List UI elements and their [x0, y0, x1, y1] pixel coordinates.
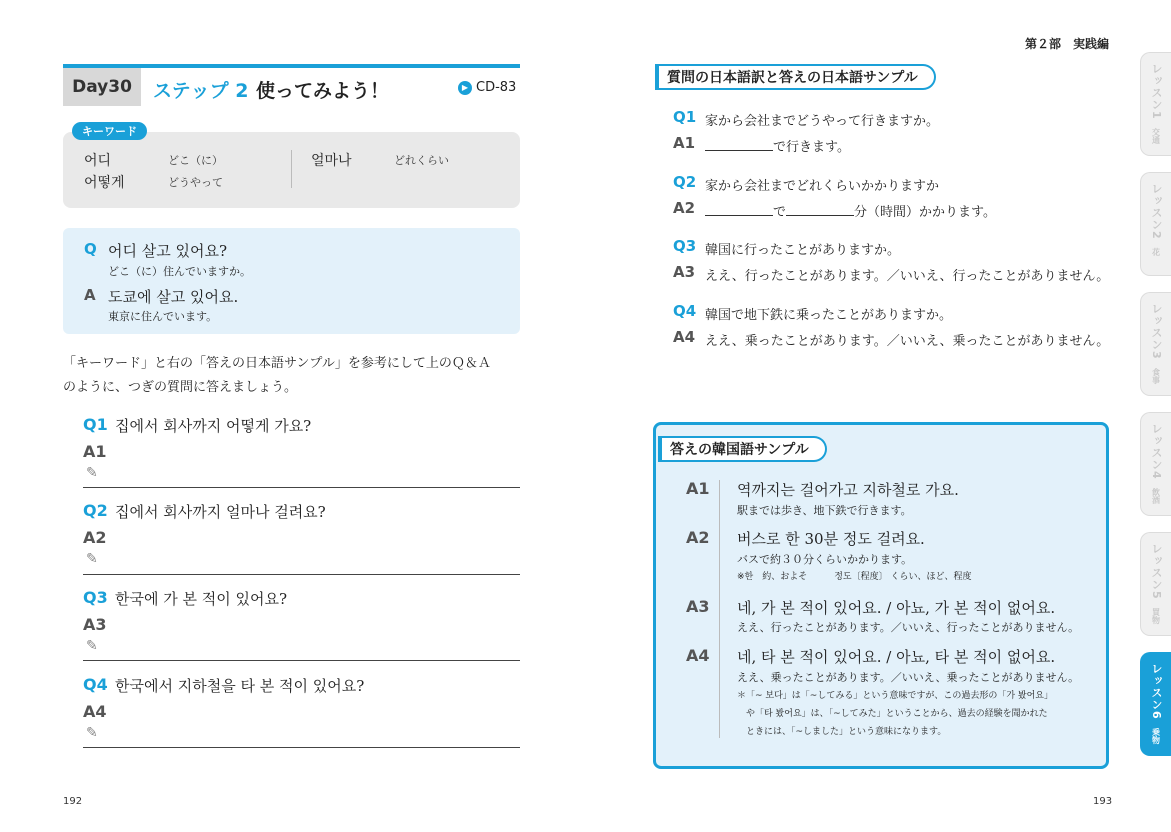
tab-lesson-4[interactable]: レッスン4 飲酒	[1140, 412, 1171, 516]
keyword-ko: 얼마나	[311, 153, 352, 169]
answer-jp: で 分（時間）かかります。	[705, 201, 996, 220]
answer-number: A1	[83, 442, 107, 461]
sample-a-letter: A	[84, 286, 96, 304]
tab-lesson-5[interactable]: レッスン5 買物	[1140, 532, 1171, 636]
question-text: 한국에 가 본 적이 있어요?	[115, 590, 288, 608]
answer-number: A3	[673, 263, 696, 281]
answer-number: A1	[686, 479, 710, 498]
answer-line[interactable]	[83, 574, 520, 575]
answer-number: A2	[673, 199, 696, 217]
question-jp: 家から会社までどれくらいかかりますか	[705, 179, 940, 194]
answer-note: ＊「~ 보다」は「~してみる」という意味ですが、この過去形の「가 봤어요」	[737, 691, 1053, 701]
answer-line[interactable]	[83, 487, 520, 488]
cd-label: CD-83	[476, 80, 517, 95]
part-header: 第２部 実践編	[1025, 37, 1110, 51]
question-jp: 韓国に行ったことがありますか。	[705, 243, 901, 258]
answer-jp: ええ、行ったことがあります。／いいえ、行ったことがありません。	[705, 269, 1110, 284]
answer-number: A3	[83, 615, 107, 634]
tab-lesson-6[interactable]: レッスン6 乗物	[1140, 652, 1171, 756]
answer-blank[interactable]	[786, 204, 854, 216]
answer-line[interactable]	[83, 660, 520, 661]
question-number: Q2	[673, 173, 697, 191]
answer-number: A4	[83, 702, 107, 721]
answer-blank[interactable]	[705, 204, 773, 216]
tab-lesson-3[interactable]: レッスン3 食事	[1140, 292, 1171, 396]
sample-a-jp: 東京に住んでいます。	[108, 310, 218, 323]
answer-jp: ええ、乗ったことがあります。／いいえ、乗ったことがありません。	[737, 671, 1080, 684]
sample-q-jp: どこ（に）住んでいますか。	[108, 265, 251, 278]
question-number: Q4	[673, 302, 697, 320]
answer-jp: ええ、行ったことがあります。／いいえ、行ったことがありません。	[737, 621, 1080, 634]
play-icon: ▶	[458, 81, 472, 95]
question-number: Q3	[83, 588, 108, 607]
sample-q-letter: Q	[84, 240, 97, 258]
answer-ko: 역까지는 걸어가고 지하철로 가요.	[737, 481, 959, 499]
answer-jp: で行きます。	[705, 136, 850, 155]
question-number: Q1	[673, 108, 697, 126]
keyword-ko: 어디	[84, 153, 112, 169]
answer-jp: バスで約３０分くらいかかります。	[737, 553, 913, 566]
question-number: Q4	[83, 675, 108, 694]
cd-track[interactable]	[458, 80, 516, 95]
question-text: 집에서 회사까지 어떻게 가요?	[115, 417, 312, 435]
instructions	[63, 352, 523, 400]
day-label: Day30	[63, 68, 141, 106]
question-number: Q3	[673, 237, 697, 255]
answer-number: A4	[673, 328, 696, 346]
keyword-jp: どうやって	[168, 176, 223, 189]
tab-lesson-1[interactable]: レッスン1 交通	[1140, 52, 1171, 156]
pencil-icon: ✎	[86, 551, 98, 567]
kr-section-title: 答えの韓国語サンプル	[658, 436, 827, 462]
pencil-icon: ✎	[86, 638, 98, 654]
pencil-icon: ✎	[86, 725, 98, 741]
jp-section-title: 質問の日本語訳と答えの日本語サンプル	[655, 64, 936, 90]
answer-number: A3	[686, 597, 710, 616]
question-jp: 家から会社までどうやって行きますか。	[705, 114, 940, 129]
page-number: 192	[63, 796, 83, 807]
instruction-line: 「キーワード」と右の「答えの日本語サンプル」を参考にして上のＱ＆Ａ	[63, 356, 491, 371]
answer-ko: 네, 타 본 적이 있어요. / 아뇨, 타 본 적이 없어요.	[737, 648, 1056, 666]
answer-ko: 네, 가 본 적이 있어요. / 아뇨, 가 본 적이 없어요.	[737, 599, 1056, 617]
question-number: Q1	[83, 415, 108, 434]
answer-jp: ええ、乗ったことがあります。／いいえ、乗ったことがありません。	[705, 334, 1110, 349]
kr-divider	[719, 480, 720, 738]
pencil-icon: ✎	[86, 465, 98, 481]
answer-note: ※한 約、およそ 정도〔程度〕 くらい、ほど、程度	[737, 572, 972, 582]
question-jp: 韓国で地下鉄に乗ったことがありますか。	[705, 308, 953, 323]
sample-a-ko: 도쿄에 살고 있어요.	[108, 288, 239, 306]
page-number: 193	[1093, 796, 1113, 807]
answer-jp: 駅までは歩き、地下鉄で行きます。	[737, 504, 912, 517]
sample-q-ko: 어디 살고 있어요?	[108, 242, 228, 260]
keyword-jp: どこ（に）	[168, 154, 223, 167]
step-label: ステップ 2	[153, 80, 249, 102]
answer-line[interactable]	[83, 747, 520, 748]
instruction-line: のように、つぎの質問に答えましょう。	[63, 380, 298, 395]
answer-number: A2	[686, 528, 710, 547]
answer-number: A2	[83, 528, 107, 547]
question-text: 한국에서 지하철을 타 본 적이 있어요?	[115, 677, 365, 695]
answer-ko: 버스로 한 30분 정도 걸려요.	[737, 530, 925, 548]
keyword-divider	[291, 150, 292, 188]
keyword-ko: 어떻게	[84, 175, 125, 191]
answer-blank[interactable]	[705, 139, 773, 151]
question-text: 집에서 회사까지 얼마나 걸려요?	[115, 503, 326, 521]
answer-note: や「타 봤어요」は、「~してみた」ということから、過去の経験を聞かれた	[746, 709, 1048, 719]
page-title: 使ってみよう！	[256, 80, 390, 102]
answer-number: A4	[686, 646, 710, 665]
tab-lesson-2[interactable]: レッスン2 花	[1140, 172, 1171, 276]
keyword-jp: どれくらい	[394, 154, 449, 167]
answer-number: A1	[673, 134, 696, 152]
keyword-tag: キーワード	[72, 122, 147, 140]
question-number: Q2	[83, 501, 108, 520]
answer-note: ときには、「~しました」という意味になります。	[746, 727, 947, 737]
